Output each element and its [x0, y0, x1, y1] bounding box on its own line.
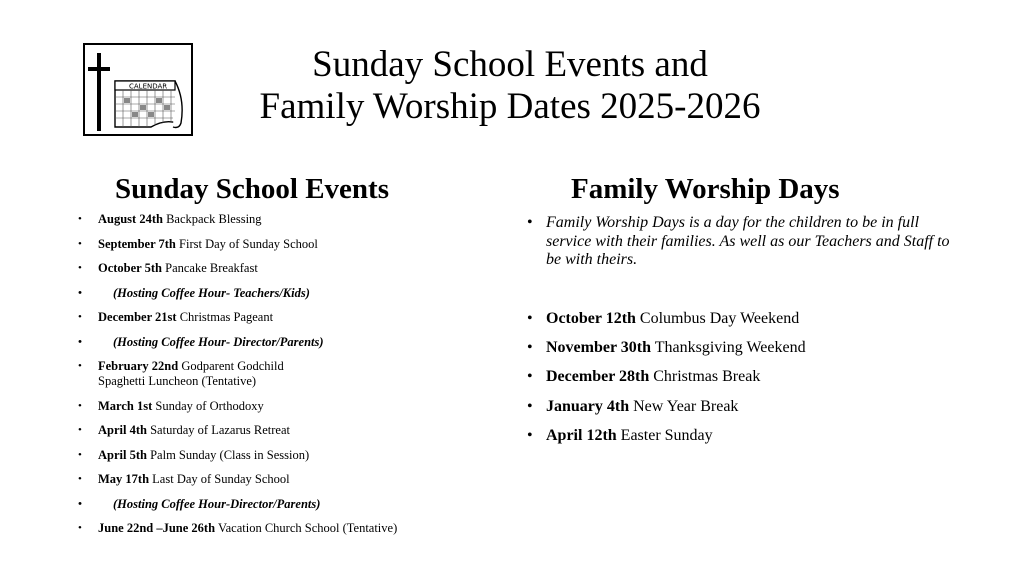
list-item: • October 5th Pancake Breakfast: [78, 261, 498, 276]
list-item: • February 22nd Godparent Godchild Spaghetti Luncheon (Tentative): [78, 359, 498, 389]
list-item: • December 21st Christmas Pageant: [78, 310, 498, 325]
list-item: • September 7th First Day of Sunday School: [78, 237, 498, 252]
family-worship-intro: [527, 214, 967, 270]
page-title-line2: Family Worship Dates 2025-2026: [259, 86, 761, 127]
list-item: • (Hosting Coffee Hour- Director/Parents): [78, 335, 498, 350]
list-item: • May 17th Last Day of Sunday School: [78, 472, 498, 487]
list-item: • October 12th Columbus Day Weekend: [527, 309, 967, 329]
list-item: • March 1st Sunday of Orthodoxy: [78, 399, 498, 414]
intro-text: • Family Worship Days is a day for the children to be in full service with their families. As well as our Teachers and Staff to be with theirs.: [527, 214, 967, 270]
family-worship-heading: Family Worship Days: [571, 173, 840, 205]
list-item: • November 30th Thanksgiving Weekend: [527, 338, 967, 358]
family-worship-dates-list: [527, 309, 967, 455]
list-item: • (Hosting Coffee Hour-Director/Parents): [78, 497, 498, 512]
cross-calendar-icon: [83, 43, 193, 136]
list-item: • December 28th Christmas Break: [527, 367, 967, 387]
list-item: • August 24th Backpack Blessing: [78, 212, 498, 227]
list-item: • January 4th New Year Break: [527, 397, 967, 417]
sunday-school-events-list: [78, 212, 498, 546]
cross-calendar-graphic: [85, 45, 191, 134]
page-title: [200, 44, 820, 128]
page-title-line1: Sunday School Events and: [312, 44, 708, 85]
list-item: • June 22nd –June 26th Vacation Church School (Tentative): [78, 521, 498, 536]
list-item: • April 5th Palm Sunday (Class in Session): [78, 448, 498, 463]
list-item: • (Hosting Coffee Hour- Teachers/Kids): [78, 286, 498, 301]
list-item: • April 4th Saturday of Lazarus Retreat: [78, 423, 498, 438]
logo-calendar-label: CALENDAR: [129, 82, 168, 91]
sunday-school-heading: Sunday School Events: [115, 173, 389, 205]
list-item: • April 12th Easter Sunday: [527, 426, 967, 446]
